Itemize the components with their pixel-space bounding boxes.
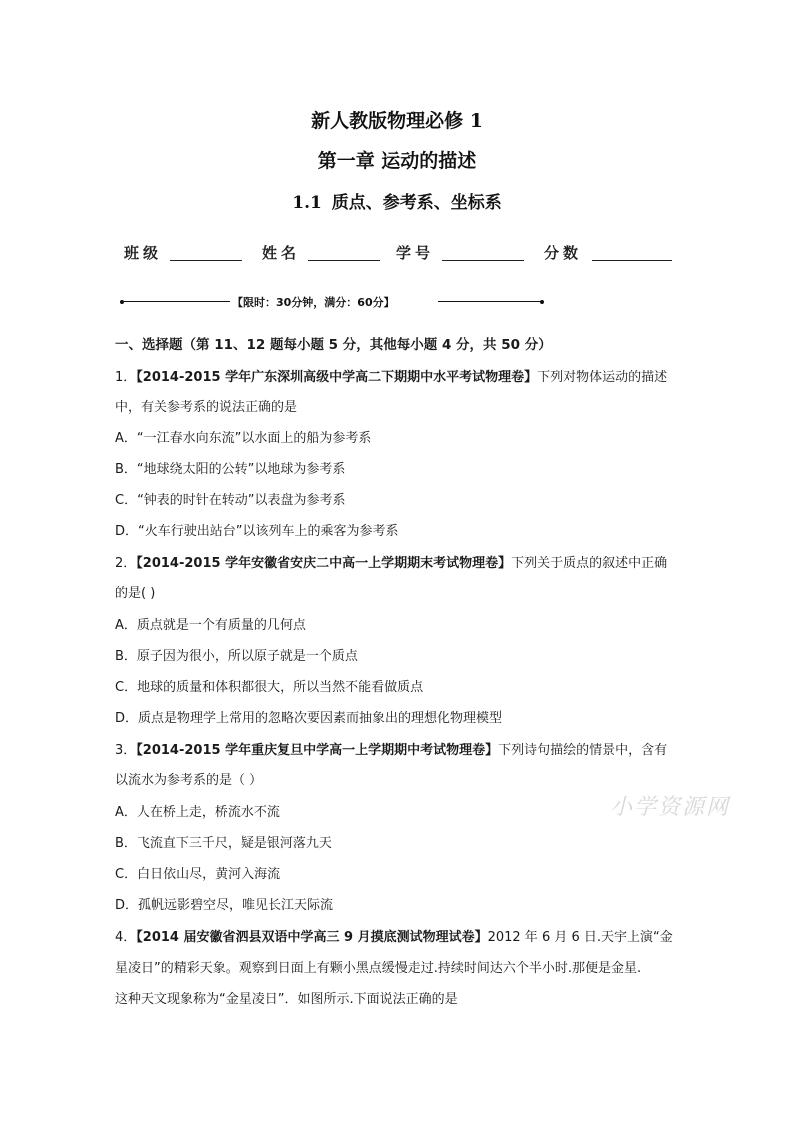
- question-4-line-2: 星凌日”的精彩天象。观察到日面上有颗小黑点缓慢走过.持续时间达六个半小时.那便是金星.: [115, 961, 642, 976]
- question-4-line-3: 这种天文现象称为“金星凌日”．如图所示.下面说法正确的是: [115, 992, 458, 1007]
- question-2-option-b: B．原子因为很小，所以原子就是一个质点: [115, 649, 358, 664]
- section-heading: 一、选择题（第 11、12 题每小题 5 分，其他每小题 4 分，共 50 分）: [115, 337, 552, 353]
- question-source: 【2014-2015 学年广东深圳高级中学高二下期期中水平考试物理卷】: [136, 370, 538, 385]
- question-1-line-2: 中，有关参考系的说法正确的是: [115, 400, 298, 415]
- score-label: 分数: [544, 244, 583, 262]
- question-2-option-c: C．地球的质量和体积都很大，所以当然不能看做质点: [115, 680, 424, 695]
- name-blank[interactable]: [308, 260, 380, 261]
- watermark: 小学资源网: [610, 795, 731, 820]
- class-label: 班级: [124, 244, 163, 262]
- question-1-option-a: A．“一江春水向东流”以水面上的船为参考系: [115, 431, 372, 446]
- left-rule: [124, 301, 230, 302]
- question-2-line-2: 的是( ): [115, 586, 156, 601]
- question-3-option-a: A．人在桥上走，桥流水不流: [115, 805, 280, 820]
- question-number: 3．: [115, 743, 137, 758]
- question-3-option-d: D．孤帆远影碧空尽，唯见长江天际流: [115, 898, 334, 913]
- number-label: 学号: [396, 244, 435, 262]
- question-3-option-b: B．飞流直下三千尺，疑是银河落九天: [115, 836, 332, 851]
- question-3-line-2: 以流水为参考系的是（ ）: [115, 773, 263, 788]
- question-3-option-c: C．白日依山尽，黄河入海流: [115, 867, 281, 882]
- question-text: 下列对物体运动的描述: [537, 370, 668, 385]
- name-label: 姓名: [262, 244, 301, 262]
- student-info-fields: [124, 242, 684, 264]
- number-blank[interactable]: [442, 260, 524, 261]
- question-source: 【2014-2015 学年重庆复旦中学高一上学期期中考试物理卷】: [136, 743, 499, 758]
- question-2-option-d: D．质点是物理学上常用的忽略次要因素而抽象出的理想化物理模型: [115, 711, 503, 726]
- chapter-title: 第一章 运动的描述: [317, 150, 477, 172]
- question-2-line-1: [115, 552, 667, 571]
- question-1-option-b: B．“地球绕太阳的公转”以地球为参考系: [115, 462, 346, 477]
- question-1-option-c: C．“钟表的时针在转动”以表盘为参考系: [115, 493, 346, 508]
- question-4-line-1: [115, 926, 673, 945]
- question-text: 下列关于质点的叙述中正确: [511, 556, 668, 571]
- question-3-line-1: [115, 739, 667, 758]
- question-number: 1．: [115, 370, 137, 385]
- right-dot: [540, 300, 544, 304]
- question-2-option-a: A．质点就是一个有质量的几何点: [115, 618, 306, 633]
- right-rule: [438, 301, 542, 302]
- class-blank[interactable]: [170, 260, 242, 261]
- time-limit-text: 【限时：30分钟，满分：60分】: [232, 296, 395, 309]
- document-title: 新人教版物理必修 1: [311, 110, 483, 132]
- question-text: 2012 年 6 月 6 日.天宇上演“金: [487, 930, 673, 945]
- question-number: 4．: [115, 930, 137, 945]
- time-limit-bar: [120, 294, 546, 310]
- question-source: 【2014 届安徽省泗县双语中学高三 9 月摸底测试物理试卷】: [136, 930, 488, 945]
- question-1-option-d: D．“火车行驶出站台”以该列车上的乘客为参考系: [115, 524, 399, 539]
- question-text: 下列诗句描绘的情景中，含有: [498, 743, 668, 758]
- section-title: 1.1 质点、参考系、坐标系: [292, 193, 502, 213]
- question-source: 【2014-2015 学年安徽省安庆二中高一上学期期末考试物理卷】: [136, 556, 512, 571]
- question-1-line-1: [115, 366, 667, 385]
- question-number: 2．: [115, 556, 137, 571]
- score-blank[interactable]: [592, 260, 672, 261]
